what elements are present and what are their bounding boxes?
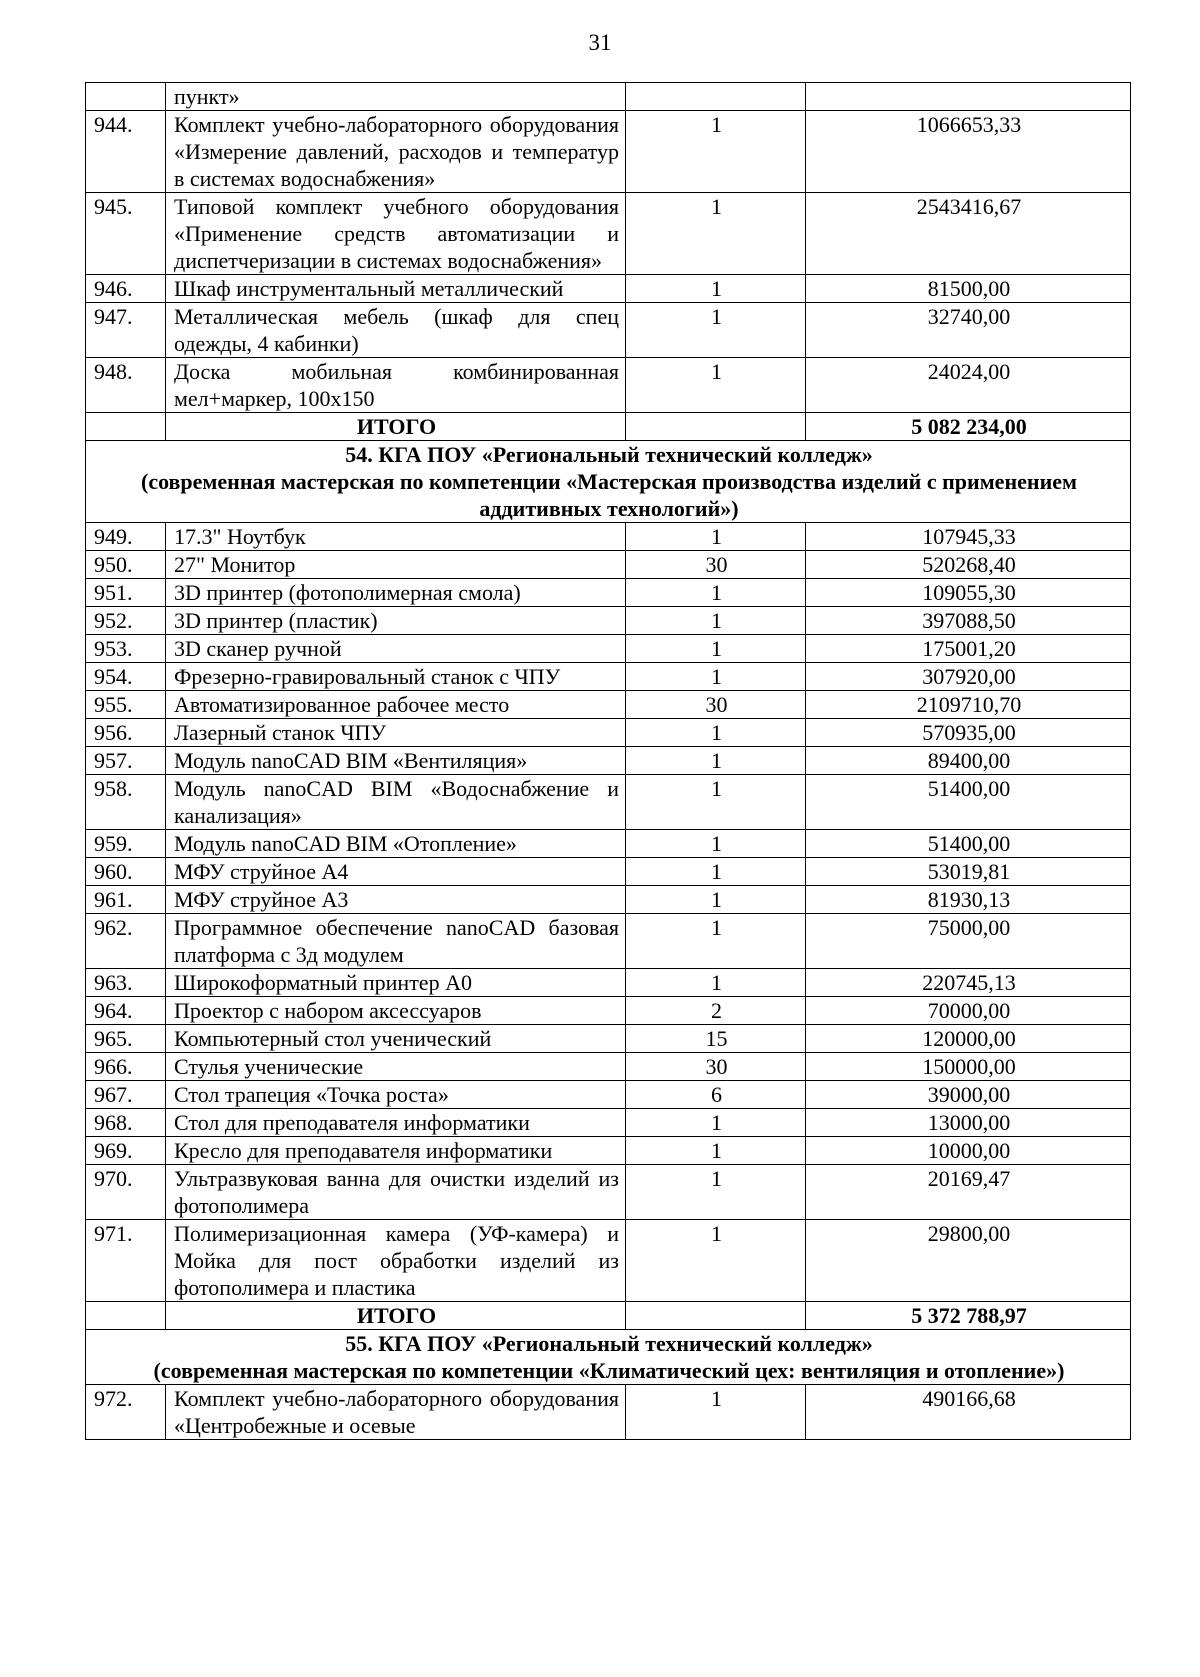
table-row — [86, 997, 1131, 1025]
item-name: Металлическая мебель (шкаф для спец одежды, 4 кабинки) — [166, 303, 626, 358]
item-sum: 1066653,33 — [806, 111, 1131, 193]
row-number: 947. — [86, 303, 166, 358]
item-quantity — [626, 83, 806, 111]
item-name: Стулья ученические — [166, 1053, 626, 1081]
item-name: Типовой комплект учебного оборудования «Применение средств автоматизации и диспетчеризации в системах водоснабжения» — [166, 193, 626, 275]
row-number: 957. — [86, 747, 166, 775]
item-sum: 81930,13 — [806, 886, 1131, 914]
item-name: МФУ струйное А4 — [166, 858, 626, 886]
item-name: Стол для преподавателя информатики — [166, 1109, 626, 1137]
item-sum: 520268,40 — [806, 551, 1131, 579]
item-quantity: 30 — [626, 551, 806, 579]
item-sum: 490166,68 — [806, 1385, 1131, 1440]
table-row — [86, 607, 1131, 635]
table-row — [86, 719, 1131, 747]
item-sum: 81500,00 — [806, 275, 1131, 303]
item-quantity: 1 — [626, 358, 806, 413]
table-row — [86, 830, 1131, 858]
page-number: 31 — [588, 30, 612, 55]
table-row — [86, 1109, 1131, 1137]
item-quantity: 1 — [626, 523, 806, 551]
item-name: Полимеризационная камера (УФ-камера) и Мойка для пост обработки изделий из фотополимера и пластика — [166, 1220, 626, 1302]
item-name: Фрезерно-гравировальный станок с ЧПУ — [166, 663, 626, 691]
row-number: 963. — [86, 969, 166, 997]
row-number: 952. — [86, 607, 166, 635]
section-subtitle: (современная мастерская по компетенции «Климатический цех: вентиляция и отопление») — [153, 1358, 1065, 1383]
item-quantity: 1 — [626, 193, 806, 275]
row-number: 968. — [86, 1109, 166, 1137]
item-name: Ультразвуковая ванна для очистки изделий из фотополимера — [166, 1165, 626, 1220]
row-number: 961. — [86, 886, 166, 914]
item-quantity: 30 — [626, 691, 806, 719]
table-row — [86, 579, 1131, 607]
row-number: 958. — [86, 775, 166, 830]
row-number: 950. — [86, 551, 166, 579]
item-quantity: 1 — [626, 858, 806, 886]
section-title: 55. КГА ПОУ «Региональный технический колледж» — [345, 1331, 873, 1356]
row-number: 948. — [86, 358, 166, 413]
item-sum: 32740,00 — [806, 303, 1131, 358]
item-sum: 51400,00 — [806, 775, 1131, 830]
item-name: Модуль nanoCAD BIM «Вентиляция» — [166, 747, 626, 775]
total-sum: 5 082 234,00 — [806, 413, 1131, 441]
row-number: 946. — [86, 275, 166, 303]
item-quantity: 1 — [626, 914, 806, 969]
item-quantity: 1 — [626, 1385, 806, 1440]
table-row — [86, 1081, 1131, 1109]
row-number: 959. — [86, 830, 166, 858]
item-name: Модуль nanoCAD BIM «Водоснабжение и канализация» — [166, 775, 626, 830]
row-number — [86, 83, 166, 111]
row-number: 971. — [86, 1220, 166, 1302]
item-name: Программное обеспечение nanoCAD базовая платформа с 3д модулем — [166, 914, 626, 969]
item-name: Доска мобильная комбинированная мел+маркер, 100х150 — [166, 358, 626, 413]
item-quantity: 1 — [626, 1137, 806, 1165]
item-sum: 29800,00 — [806, 1220, 1131, 1302]
row-number: 970. — [86, 1165, 166, 1220]
total-quantity-cell — [626, 1302, 806, 1330]
item-quantity: 1 — [626, 303, 806, 358]
item-name: 27" Монитор — [166, 551, 626, 579]
row-number: 945. — [86, 193, 166, 275]
item-name: 3D сканер ручной — [166, 635, 626, 663]
section-subtitle: (современная мастерская по компетенции «Мастерская производства изделий с применением аддитивных технологий») — [141, 469, 1077, 521]
table-row — [86, 303, 1131, 358]
table-row — [86, 1025, 1131, 1053]
item-sum: 220745,13 — [806, 969, 1131, 997]
row-number: 949. — [86, 523, 166, 551]
item-quantity: 1 — [626, 747, 806, 775]
row-number: 969. — [86, 1137, 166, 1165]
item-quantity: 1 — [626, 719, 806, 747]
item-sum: 20169,47 — [806, 1165, 1131, 1220]
item-quantity: 1 — [626, 1165, 806, 1220]
item-quantity: 1 — [626, 1109, 806, 1137]
item-name: Стол трапеция «Точка роста» — [166, 1081, 626, 1109]
item-name: Комплект учебно-лабораторного оборудования «Центробежные и осевые — [166, 1385, 626, 1440]
row-number: 951. — [86, 579, 166, 607]
item-sum: 24024,00 — [806, 358, 1131, 413]
item-quantity: 1 — [626, 969, 806, 997]
item-sum: 107945,33 — [806, 523, 1131, 551]
table-row — [86, 1385, 1131, 1440]
table-row — [86, 747, 1131, 775]
row-number: 955. — [86, 691, 166, 719]
item-quantity: 1 — [626, 830, 806, 858]
table-row — [86, 775, 1131, 830]
section-header-row — [86, 441, 1131, 523]
item-quantity: 1 — [626, 635, 806, 663]
table-row — [86, 914, 1131, 969]
item-quantity: 30 — [626, 1053, 806, 1081]
item-sum: 307920,00 — [806, 663, 1131, 691]
table-row — [86, 663, 1131, 691]
table-row — [86, 358, 1131, 413]
total-number-cell — [86, 413, 166, 441]
item-sum: 2543416,67 — [806, 193, 1131, 275]
total-sum: 5 372 788,97 — [806, 1302, 1131, 1330]
total-label: ИТОГО — [166, 1302, 626, 1330]
item-quantity: 1 — [626, 579, 806, 607]
item-quantity: 2 — [626, 997, 806, 1025]
equipment-table-body — [86, 83, 1131, 1440]
total-row — [86, 413, 1131, 441]
item-name: пункт» — [166, 83, 626, 111]
item-quantity: 15 — [626, 1025, 806, 1053]
section-header-row — [86, 1330, 1131, 1385]
row-number: 962. — [86, 914, 166, 969]
row-number: 960. — [86, 858, 166, 886]
item-quantity: 1 — [626, 275, 806, 303]
item-sum: 109055,30 — [806, 579, 1131, 607]
table-row — [86, 193, 1131, 275]
item-sum: 175001,20 — [806, 635, 1131, 663]
item-name: Шкаф инструментальный металлический — [166, 275, 626, 303]
total-number-cell — [86, 1302, 166, 1330]
item-quantity: 1 — [626, 111, 806, 193]
item-name: 3D принтер (пластик) — [166, 607, 626, 635]
item-sum: 397088,50 — [806, 607, 1131, 635]
item-quantity: 6 — [626, 1081, 806, 1109]
table-row — [86, 858, 1131, 886]
row-number: 954. — [86, 663, 166, 691]
total-quantity-cell — [626, 413, 806, 441]
item-sum — [806, 83, 1131, 111]
item-name: Лазерный станок ЧПУ — [166, 719, 626, 747]
table-row — [86, 691, 1131, 719]
table-row — [86, 523, 1131, 551]
item-name: Широкоформатный принтер А0 — [166, 969, 626, 997]
item-sum: 570935,00 — [806, 719, 1131, 747]
row-number: 967. — [86, 1081, 166, 1109]
table-row — [86, 969, 1131, 997]
item-quantity: 1 — [626, 663, 806, 691]
section-title: 54. КГА ПОУ «Региональный технический колледж» — [345, 442, 873, 467]
table-row-continuation — [86, 83, 1131, 111]
item-sum: 39000,00 — [806, 1081, 1131, 1109]
row-number: 966. — [86, 1053, 166, 1081]
item-quantity: 1 — [626, 886, 806, 914]
table-row — [86, 111, 1131, 193]
item-quantity: 1 — [626, 775, 806, 830]
item-sum: 75000,00 — [806, 914, 1131, 969]
table-row — [86, 1137, 1131, 1165]
item-sum: 89400,00 — [806, 747, 1131, 775]
item-name: 17.3" Ноутбук — [166, 523, 626, 551]
table-row — [86, 1165, 1131, 1220]
item-name: Проектор с набором аксессуаров — [166, 997, 626, 1025]
item-sum: 51400,00 — [806, 830, 1131, 858]
item-name: Комплект учебно-лабораторного оборудования «Измерение давлений, расходов и температур в системах водоснабжения» — [166, 111, 626, 193]
item-sum: 70000,00 — [806, 997, 1131, 1025]
table-row — [86, 551, 1131, 579]
section-header — [86, 1330, 1131, 1385]
item-name: Модуль nanoCAD BIM «Отопление» — [166, 830, 626, 858]
item-sum: 120000,00 — [806, 1025, 1131, 1053]
item-name: 3D принтер (фотополимерная смола) — [166, 579, 626, 607]
total-label: ИТОГО — [166, 413, 626, 441]
table-row — [86, 275, 1131, 303]
row-number: 953. — [86, 635, 166, 663]
item-sum: 53019,81 — [806, 858, 1131, 886]
item-sum: 10000,00 — [806, 1137, 1131, 1165]
table-row — [86, 635, 1131, 663]
item-name: МФУ струйное А3 — [166, 886, 626, 914]
item-sum: 13000,00 — [806, 1109, 1131, 1137]
row-number: 965. — [86, 1025, 166, 1053]
equipment-table — [85, 82, 1131, 1440]
row-number: 956. — [86, 719, 166, 747]
item-quantity: 1 — [626, 1220, 806, 1302]
table-row — [86, 1220, 1131, 1302]
item-sum: 2109710,70 — [806, 691, 1131, 719]
item-name: Кресло для преподавателя информатики — [166, 1137, 626, 1165]
item-quantity: 1 — [626, 607, 806, 635]
row-number: 964. — [86, 997, 166, 1025]
row-number: 944. — [86, 111, 166, 193]
section-header — [86, 441, 1131, 523]
item-name: Автоматизированное рабочее место — [166, 691, 626, 719]
table-row — [86, 886, 1131, 914]
table-row — [86, 1053, 1131, 1081]
item-sum: 150000,00 — [806, 1053, 1131, 1081]
total-row — [86, 1302, 1131, 1330]
row-number: 972. — [86, 1385, 166, 1440]
item-name: Компьютерный стол ученический — [166, 1025, 626, 1053]
